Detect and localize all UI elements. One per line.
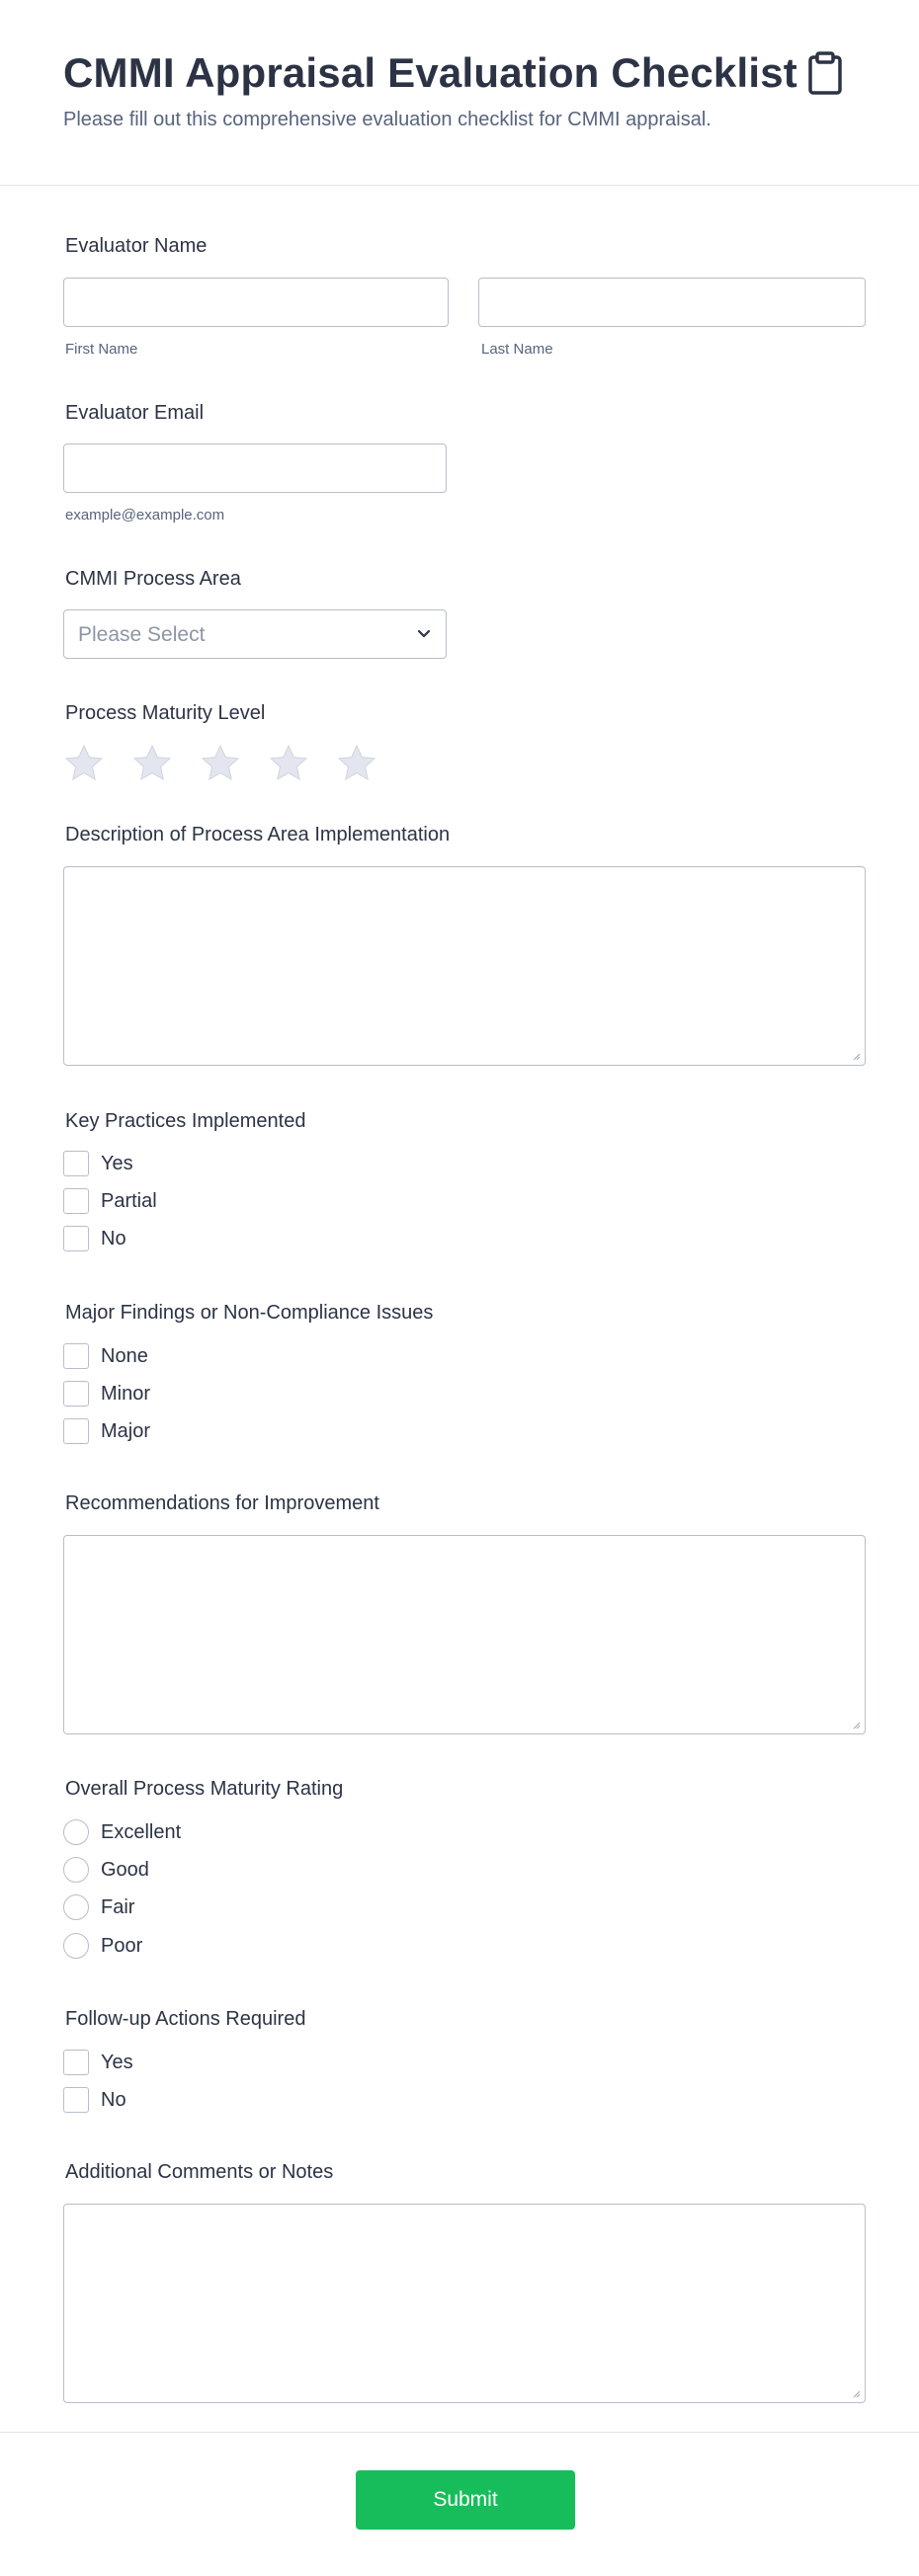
star-icon[interactable] [131, 743, 173, 784]
email-sublabel: example@example.com [65, 507, 225, 523]
recommendations-textarea[interactable] [63, 1535, 866, 1734]
resize-handle-icon[interactable] [851, 1051, 861, 1061]
page-subtitle: Please fill out this comprehensive evaluation checklist for CMMI appraisal. [63, 109, 711, 130]
checkbox[interactable] [63, 1381, 89, 1407]
submit-button[interactable]: Submit [356, 2470, 575, 2530]
email-input[interactable] [63, 443, 447, 493]
resize-handle-icon[interactable] [851, 1720, 861, 1730]
maturity-level-label: Process Maturity Level [65, 702, 266, 724]
option-label: No [101, 2088, 126, 2111]
overall-rating-option[interactable] [63, 1819, 181, 1845]
recommendations-label: Recommendations for Improvement [65, 1492, 379, 1514]
checkbox[interactable] [63, 1418, 89, 1444]
radio-button[interactable] [63, 1857, 89, 1883]
page-title: CMMI Appraisal Evaluation Checklist [63, 49, 797, 96]
key-practices-option[interactable] [63, 1188, 157, 1214]
key-practices-option[interactable] [63, 1151, 133, 1176]
checkbox[interactable] [63, 1343, 89, 1369]
checkbox[interactable] [63, 1188, 89, 1214]
comments-textarea[interactable] [63, 2204, 866, 2403]
first-name-sublabel: First Name [65, 341, 138, 358]
radio-button[interactable] [63, 1894, 89, 1920]
checkbox[interactable] [63, 1151, 89, 1176]
star-rating [63, 743, 404, 784]
footer-divider [0, 2432, 919, 2433]
process-area-label: CMMI Process Area [65, 568, 241, 590]
major-findings-option[interactable] [63, 1343, 148, 1369]
overall-rating-option[interactable] [63, 1857, 149, 1883]
follow-up-option[interactable] [63, 2050, 133, 2075]
overall-rating-option[interactable] [63, 1894, 134, 1920]
major-findings-label: Major Findings or Non-Compliance Issues [65, 1302, 434, 1324]
option-label: None [101, 1344, 148, 1367]
last-name-sublabel: Last Name [481, 341, 553, 358]
option-label: No [101, 1227, 126, 1249]
description-textarea[interactable] [63, 866, 866, 1066]
overall-rating-label: Overall Process Maturity Rating [65, 1778, 344, 1800]
option-label: Good [101, 1858, 149, 1881]
form-header [0, 0, 919, 186]
option-label: Partial [101, 1189, 157, 1212]
option-label: Major [101, 1419, 151, 1442]
chevron-down-icon [414, 624, 434, 644]
radio-button[interactable] [63, 1933, 89, 1959]
checkbox[interactable] [63, 2050, 89, 2075]
key-practices-label: Key Practices Implemented [65, 1110, 306, 1132]
process-area-select[interactable] [63, 609, 447, 659]
follow-up-option[interactable] [63, 2087, 126, 2113]
evaluator-name-label: Evaluator Name [65, 235, 208, 257]
key-practices-option[interactable] [63, 1226, 126, 1251]
checkbox[interactable] [63, 1226, 89, 1251]
option-label: Poor [101, 1934, 143, 1957]
description-label: Description of Process Area Implementation [65, 824, 451, 845]
overall-rating-option[interactable] [63, 1933, 142, 1959]
option-label: Minor [101, 1382, 151, 1405]
major-findings-option[interactable] [63, 1381, 150, 1407]
star-icon[interactable] [336, 743, 377, 784]
title-row [63, 49, 843, 97]
star-icon[interactable] [63, 743, 105, 784]
clipboard-icon [807, 51, 843, 95]
evaluator-email-label: Evaluator Email [65, 402, 205, 424]
option-label: Yes [101, 1152, 133, 1174]
option-label: Excellent [101, 1820, 182, 1843]
star-icon[interactable] [200, 743, 241, 784]
comments-label: Additional Comments or Notes [65, 2161, 334, 2183]
checkbox[interactable] [63, 2087, 89, 2113]
process-area-placeholder: Please Select [78, 623, 206, 646]
resize-handle-icon[interactable] [851, 2388, 861, 2398]
option-label: Fair [101, 1895, 135, 1918]
star-icon[interactable] [268, 743, 309, 784]
last-name-input[interactable] [478, 278, 866, 327]
first-name-input[interactable] [63, 278, 449, 327]
radio-button[interactable] [63, 1819, 89, 1845]
follow-up-label: Follow-up Actions Required [65, 2008, 306, 2030]
major-findings-option[interactable] [63, 1418, 150, 1444]
option-label: Yes [101, 2051, 133, 2073]
